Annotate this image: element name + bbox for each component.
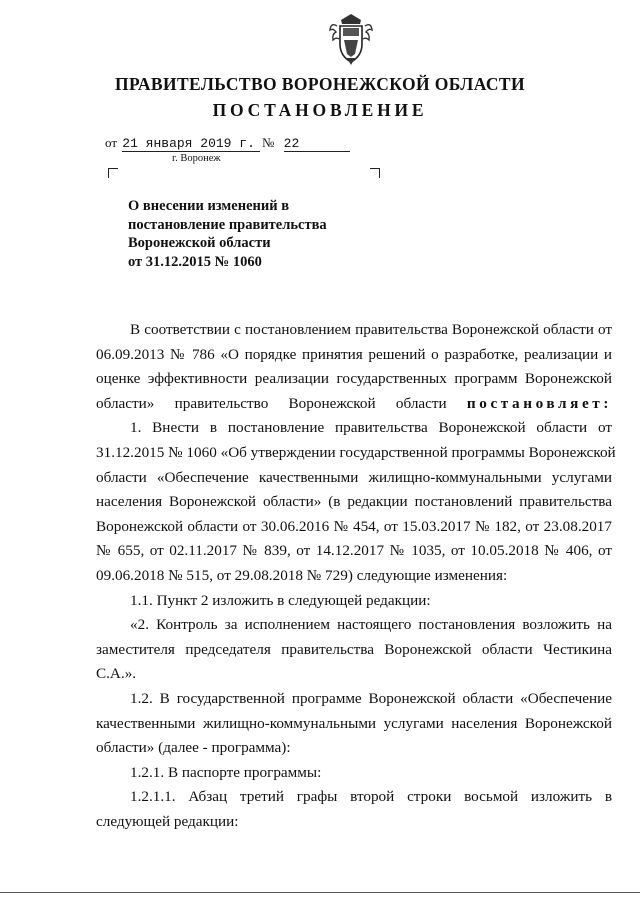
body-line: оценке эффективности реализации государственных программ Воронежской (96, 370, 612, 388)
body-line: Воронежской области от 30.06.2016 № 454, от 15.03.2017 № 182, от 23.08.2017 (96, 517, 612, 535)
body-line: заместителя председателя правительства Воронежской области Честикина (96, 640, 612, 658)
document-body (96, 318, 616, 834)
subject-line: постановление правительства (128, 216, 327, 233)
document-number: 22 (284, 136, 350, 152)
body-line: 1. Внести в постановление правительства Воронежской области от (130, 419, 612, 437)
body-line (96, 392, 612, 417)
body-line: 1.2. В государственной программе Воронежской области «Обеспечение (130, 689, 612, 707)
subject-line: О внесении изменений в (128, 198, 290, 214)
government-title: ПРАВИТЕЛЬСТВО ВОРОНЕЖСКОЙ ОБЛАСТИ (114, 74, 526, 94)
city-label: г. Воронеж (172, 153, 221, 164)
body-line: 31.12.2015 № 1060 «Об утверждении государственной программы Воронежской (96, 443, 616, 461)
body-line: области» (далее - программа): (96, 739, 291, 757)
subject-line: Воронежской области (128, 235, 271, 251)
from-label: от (105, 135, 118, 150)
number-line (262, 135, 350, 152)
body-line: 09.06.2018 № 515, от 29.08.2018 № 729) следующие изменения: (96, 566, 508, 584)
body-line: качественными жилищно-коммунальными услугами населения Воронежской (96, 714, 612, 732)
page-bottom-rule (0, 892, 640, 893)
body-line: 06.09.2013 № 786 «О порядке принятия решений о разработке, реализации и (96, 345, 612, 363)
document-subject (128, 197, 327, 271)
document-date: 21 января 2019 г. (122, 136, 260, 152)
body-line: области «Обеспечение качественными жилищно-коммунальными услугами (96, 468, 612, 486)
body-line: «2. Контроль за исполнением настоящего постановления возложить на (130, 616, 612, 634)
body-line: 1.1. Пункт 2 изложить в следующей редакции: (130, 591, 431, 609)
body-line: В соответствии с постановлением правительства Воронежской области от (130, 321, 612, 338)
body-line: следующей редакции: (96, 812, 239, 830)
body-text: области» правительство Воронежской области (96, 394, 447, 412)
number-label: № (262, 135, 275, 150)
body-line: 1.2.1.1. Абзац третий графы второй строки восьмой изложить в (130, 788, 612, 806)
corner-mark-right (370, 168, 380, 178)
body-line: населения Воронежской области» (в редакции постановлений правительства (96, 493, 612, 511)
body-line: 1.2.1. В паспорте программы: (130, 763, 322, 781)
document-type: ПОСТАНОВЛЕНИЕ (212, 100, 428, 120)
body-line: С.А.». (96, 665, 137, 683)
decree-keyword: постановляет: (466, 394, 613, 412)
body-line: № 655, от 02.11.2017 № 839, от 14.12.2017 № 1035, от 10.05.2018 № 406, от (96, 542, 612, 560)
date-line (105, 135, 260, 152)
subject-line: от 31.12.2015 № 1060 (128, 253, 262, 270)
coat-of-arms-icon (327, 10, 375, 66)
corner-mark-left (108, 168, 118, 178)
